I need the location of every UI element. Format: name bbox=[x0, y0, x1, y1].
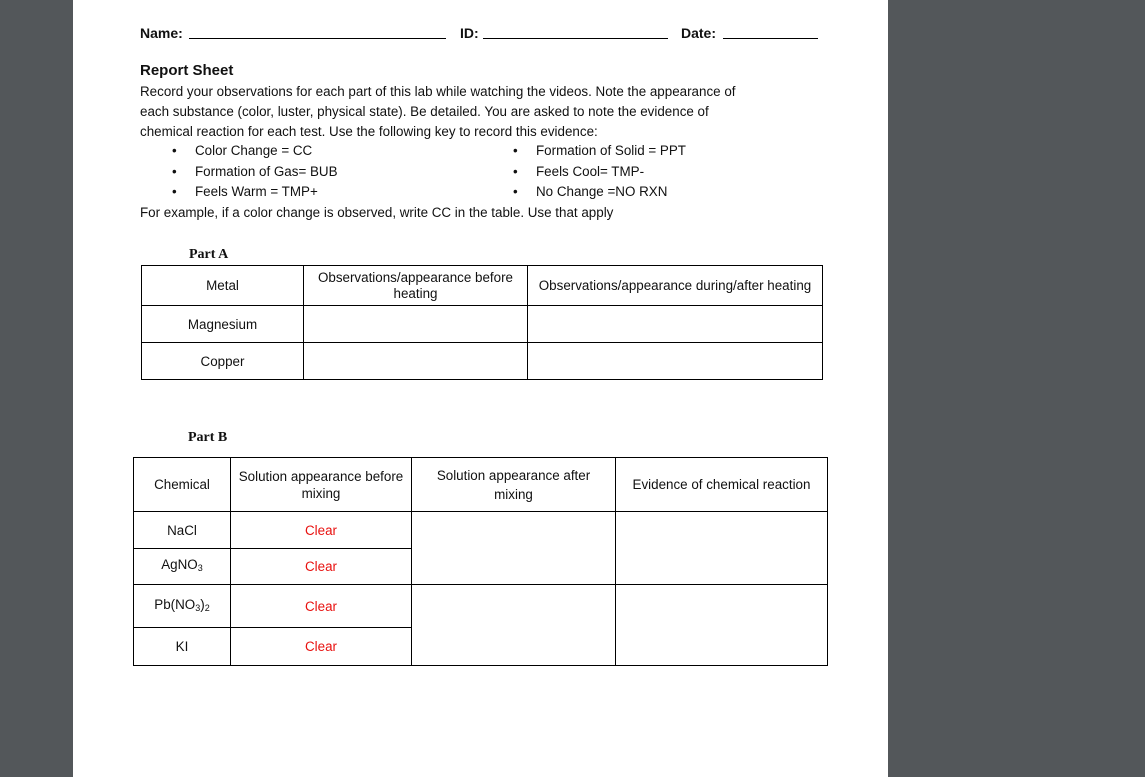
chemical-name: NaCl bbox=[134, 512, 231, 549]
part-a-cell-after[interactable] bbox=[528, 343, 823, 380]
before-value: Clear bbox=[231, 628, 412, 666]
part-a-row-label: Magnesium bbox=[142, 306, 304, 343]
part-b-table bbox=[133, 457, 828, 666]
before-value: Clear bbox=[231, 549, 412, 585]
id-field[interactable] bbox=[483, 38, 668, 39]
part-a-row-label: Copper bbox=[142, 343, 304, 380]
part-b-header-chemical: Chemical bbox=[134, 458, 231, 512]
document-page bbox=[73, 0, 888, 777]
evidence-cell[interactable] bbox=[616, 512, 828, 585]
example-line: For example, if a color change is observed, write CC in the table. Use that apply bbox=[140, 205, 614, 220]
intro-line-2: each substance (color, luster, physical state). Be detailed. You are asked to note the evidence of bbox=[140, 104, 709, 119]
name-field[interactable] bbox=[189, 38, 446, 39]
bullet-icon: • bbox=[513, 184, 518, 199]
intro-line-3: chemical reaction for each test. Use the following key to record this evidence: bbox=[140, 124, 598, 139]
chemical-name: KI bbox=[134, 628, 231, 666]
part-a-header-before: Observations/appearance before heating bbox=[304, 266, 528, 306]
date-field[interactable] bbox=[723, 38, 818, 39]
key-item: No Change =NO RXN bbox=[536, 184, 668, 199]
chemical-name: $Pb(NO_3)_2$ bbox=[134, 585, 231, 628]
part-a-header-metal: Metal bbox=[142, 266, 304, 306]
name-label: Name: bbox=[140, 25, 183, 41]
part-a-table bbox=[141, 265, 823, 380]
evidence-cell[interactable] bbox=[616, 585, 828, 666]
part-a-title: Part A bbox=[189, 247, 229, 262]
bullet-icon: • bbox=[513, 143, 518, 158]
bullet-icon: • bbox=[172, 164, 177, 179]
before-value: Clear bbox=[231, 512, 412, 549]
part-b-title: Part B bbox=[188, 430, 228, 445]
key-item: Feels Warm = TMP+ bbox=[195, 184, 318, 199]
bullet-icon: • bbox=[172, 143, 177, 158]
bullet-icon: • bbox=[172, 184, 177, 199]
part-a-cell-before[interactable] bbox=[304, 343, 528, 380]
bullet-icon: • bbox=[513, 164, 518, 179]
intro-line-1: Record your observations for each part of this lab while watching the videos. Note the appearance of bbox=[140, 84, 736, 99]
before-value: Clear bbox=[231, 585, 412, 628]
part-a-cell-after[interactable] bbox=[528, 306, 823, 343]
report-title: Report Sheet bbox=[140, 62, 234, 79]
part-a-header-after: Observations/appearance during/after heating bbox=[528, 266, 823, 306]
key-item: Formation of Solid = PPT bbox=[536, 143, 686, 158]
after-mixing-cell[interactable] bbox=[412, 512, 616, 585]
part-b-header-before: Solution appearance before mixing bbox=[231, 458, 412, 512]
chemical-name: AgNO$_3$ bbox=[134, 549, 231, 585]
part-b-header-after: Solution appearance after mixing bbox=[412, 458, 616, 512]
key-item: Formation of Gas= BUB bbox=[195, 164, 338, 179]
key-item: Feels Cool= TMP- bbox=[536, 164, 645, 179]
part-a-cell-before[interactable] bbox=[304, 306, 528, 343]
id-label: ID: bbox=[460, 25, 479, 41]
key-item: Color Change = CC bbox=[195, 143, 313, 158]
date-label: Date: bbox=[681, 25, 717, 41]
after-mixing-cell[interactable] bbox=[412, 585, 616, 666]
part-b-header-evidence: Evidence of chemical reaction bbox=[616, 458, 828, 512]
